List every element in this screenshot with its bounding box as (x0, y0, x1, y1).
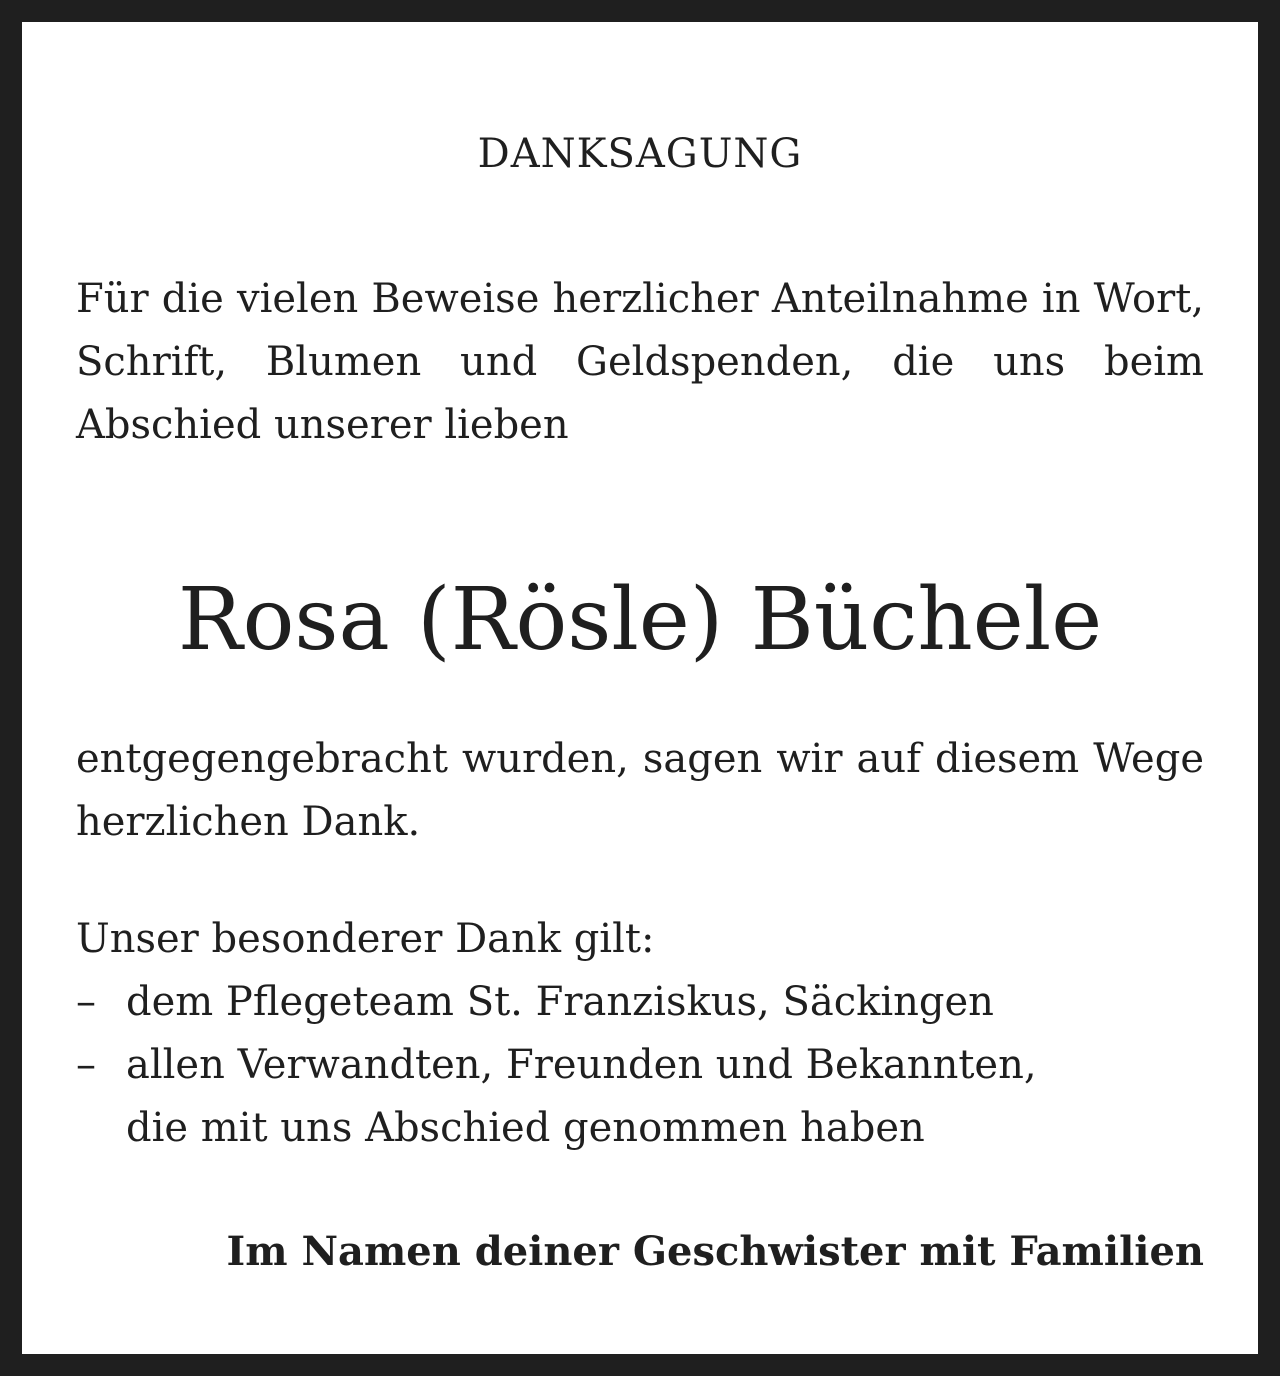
deceased-name: Rosa (Rösle) Büchele (177, 570, 1103, 670)
list-item (76, 971, 1204, 1034)
dash-bullet: – (76, 1042, 96, 1088)
list-item (76, 1034, 1056, 1160)
continuation-paragraph: entgegengebracht wurden, sagen wir auf diesem Wege herzlichen Dank. (76, 736, 1204, 845)
special-thanks-section (76, 908, 1204, 1160)
list-item-text: dem Pflegeteam St. Franziskus, Säckingen (126, 979, 994, 1025)
notice-title: DANKSAGUNG (477, 131, 803, 177)
intro-paragraph: Für die vielen Beweise herzlicher Anteilnahme in Wort, Schrift, Blumen und Geldspenden, die uns beim Abschied unserer lieben (76, 276, 1204, 448)
dash-bullet: – (76, 979, 96, 1025)
special-thanks-list (76, 971, 1204, 1160)
special-thanks-heading: Unser besonderer Dank gilt: (76, 916, 655, 962)
list-item-text: allen Verwandten, Freunden und Bekannten, die mit uns Abschied genommen haben (126, 1042, 1037, 1151)
signature: Im Namen deiner Geschwister mit Familien (226, 1228, 1204, 1275)
